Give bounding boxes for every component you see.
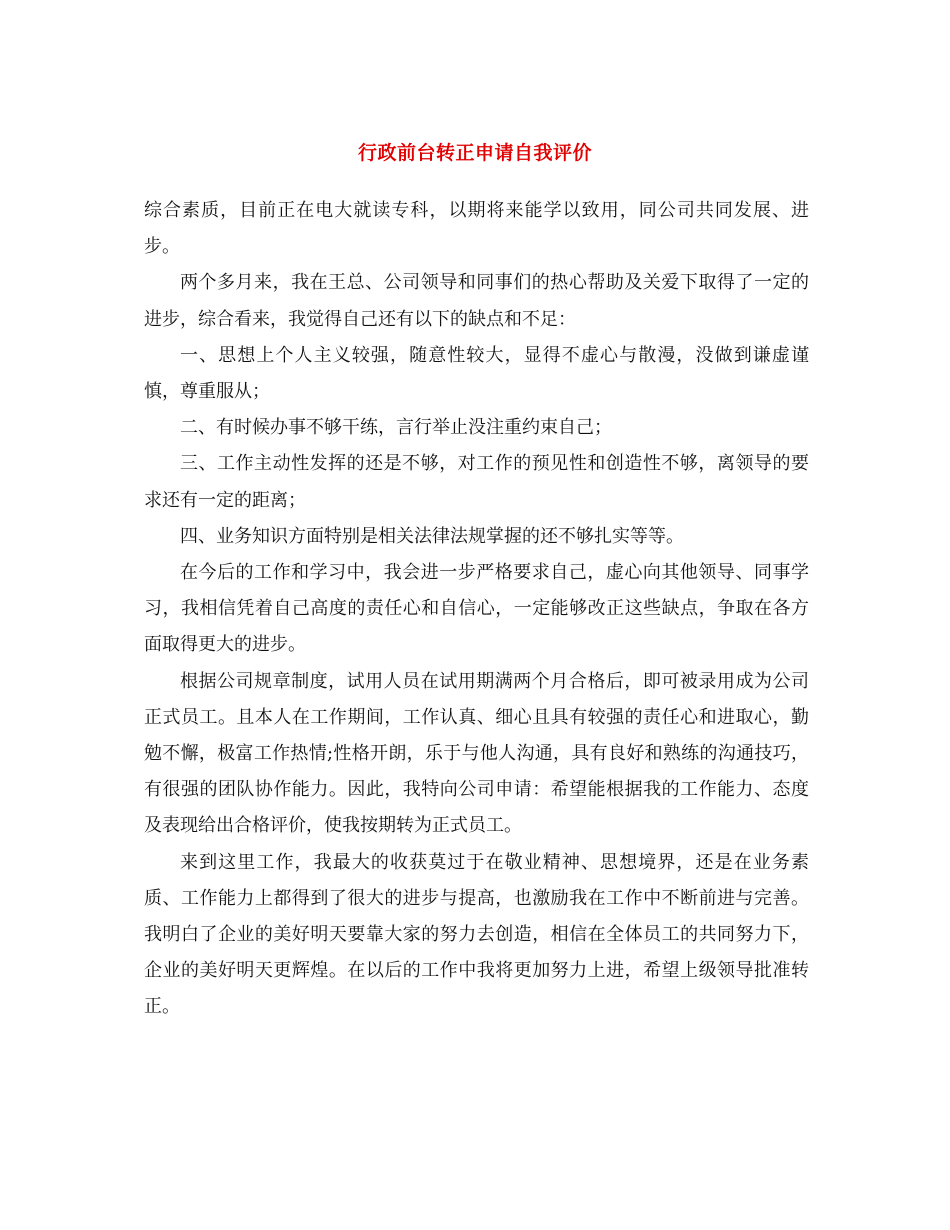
paragraph-shortcoming-1: 一、思想上个人主义较强，随意性较大，显得不虚心与散漫，没做到谦虚谨慎，尊重服从；	[144, 344, 809, 403]
paragraph-future-plan: 在今后的工作和学习中，我会进一步严格要求自己，虚心向其他领导、同事学习，我相信凭着自己高度的责任心和自信心，一定能够改正这些缺点，争取在各方面取得更大的进步。	[144, 562, 809, 656]
paragraph-shortcoming-4: 四、业务知识方面特别是相关法律法规掌握的还不够扎实等等。	[180, 525, 684, 547]
paragraph-continuation: 综合素质，目前正在电大就读专科，以期将来能学以致用，同公司共同发展、进步。	[144, 200, 809, 258]
document-body	[144, 193, 809, 1026]
paragraph-shortcoming-3: 三、工作主动性发挥的还是不够，对工作的预见性和创造性不够，离领导的要求还有一定的距离；	[144, 453, 809, 511]
paragraph-conclusion: 来到这里工作，我最大的收获莫过于在敬业精神、思想境界，还是在业务素质、工作能力上都得到了很大的进步与提高，也激励我在工作中不断前进与完善。我明白了企业的美好明天要靠大家的努力去创造，相信在全体员工的共同努力下，企业的美好明天更辉煌。在以后的工作中我将更加努力上进，希望上级领导批准转正。	[144, 851, 809, 1018]
paragraph-progress-intro: 两个多月来，我在王总、公司领导和同事们的热心帮助及关爱下取得了一定的进步，综合看来，我觉得自己还有以下的缺点和不足：	[144, 272, 809, 330]
paragraph-shortcoming-2: 二、有时候办事不够干练，言行举止没注重约束自己；	[180, 417, 612, 439]
paragraph-application: 根据公司规章制度，试用人员在试用期满两个月合格后，即可被录用成为公司正式员工。且本人在工作期间，工作认真、细心且具有较强的责任心和进取心，勤勉不懈，极富工作热情;性格开朗，乐于与他人沟通，具有良好和熟练的沟通技巧，有很强的团队协作能力。因此，我特向公司申请：希望能根据我的工作能力、态度及表现给出合格评价，使我按期转为正式员工。	[144, 670, 809, 837]
document-title: 行政前台转正申请自我评价	[357, 142, 592, 164]
